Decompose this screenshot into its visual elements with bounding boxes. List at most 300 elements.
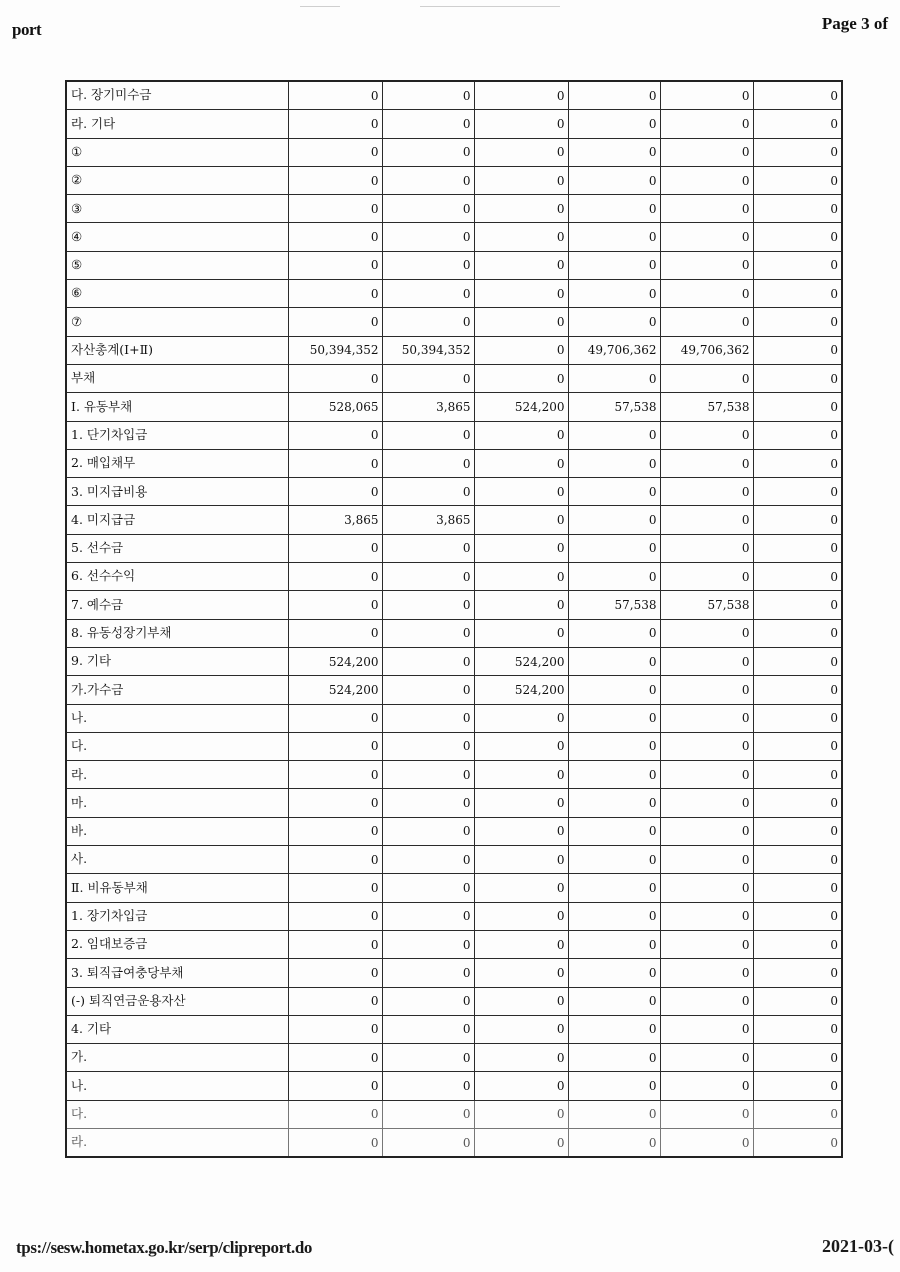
amount-cell: 0	[660, 676, 753, 704]
amount-cell: 0	[660, 506, 753, 534]
amount-cell: 0	[474, 336, 568, 364]
row-label: 마.	[66, 789, 288, 817]
amount-cell: 0	[753, 223, 842, 251]
amount-cell: 0	[382, 1100, 474, 1128]
amount-cell: 0	[288, 619, 382, 647]
amount-cell: 0	[660, 959, 753, 987]
amount-cell: 0	[288, 166, 382, 194]
amount-cell: 0	[382, 704, 474, 732]
amount-cell: 0	[382, 449, 474, 477]
table-row	[66, 336, 842, 364]
amount-cell: 0	[474, 449, 568, 477]
amount-cell: 0	[288, 1044, 382, 1072]
amount-cell: 0	[474, 1072, 568, 1100]
amount-cell: 0	[568, 1128, 660, 1157]
amount-cell: 0	[753, 138, 842, 166]
amount-cell: 0	[568, 647, 660, 675]
row-label: 자산총계(Ⅰ+Ⅱ)	[66, 336, 288, 364]
amount-cell: 0	[474, 563, 568, 591]
row-label: 1. 장기차입금	[66, 902, 288, 930]
amount-cell: 57,538	[568, 393, 660, 421]
amount-cell: 0	[382, 421, 474, 449]
amount-cell: 0	[382, 817, 474, 845]
amount-cell: 0	[568, 930, 660, 958]
amount-cell: 0	[660, 761, 753, 789]
amount-cell: 0	[568, 110, 660, 138]
amount-cell: 0	[568, 1044, 660, 1072]
amount-cell: 0	[288, 364, 382, 392]
amount-cell: 0	[660, 195, 753, 223]
amount-cell: 0	[753, 251, 842, 279]
table-row	[66, 393, 842, 421]
amount-cell: 0	[288, 789, 382, 817]
amount-cell: 0	[474, 987, 568, 1015]
amount-cell: 0	[660, 81, 753, 110]
amount-cell: 0	[568, 166, 660, 194]
amount-cell: 524,200	[474, 647, 568, 675]
table-row	[66, 138, 842, 166]
table-row	[66, 1015, 842, 1043]
amount-cell: 0	[382, 987, 474, 1015]
amount-cell: 0	[568, 449, 660, 477]
amount-cell: 0	[474, 846, 568, 874]
amount-cell: 0	[382, 647, 474, 675]
amount-cell: 0	[474, 1128, 568, 1157]
table-row	[66, 817, 842, 845]
table-row	[66, 223, 842, 251]
amount-cell: 0	[753, 308, 842, 336]
amount-cell: 0	[568, 478, 660, 506]
row-label: ②	[66, 166, 288, 194]
amount-cell: 0	[288, 308, 382, 336]
row-label: 9. 기타	[66, 647, 288, 675]
amount-cell: 0	[474, 166, 568, 194]
amount-cell: 0	[568, 761, 660, 789]
row-label: 다.	[66, 1100, 288, 1128]
amount-cell: 0	[568, 563, 660, 591]
amount-cell: 0	[753, 506, 842, 534]
amount-cell: 0	[568, 732, 660, 760]
amount-cell: 0	[474, 732, 568, 760]
row-label: ⑤	[66, 251, 288, 279]
amount-cell: 0	[660, 110, 753, 138]
amount-cell: 0	[753, 846, 842, 874]
amount-cell: 0	[660, 987, 753, 1015]
amount-cell: 57,538	[568, 591, 660, 619]
amount-cell: 0	[382, 1044, 474, 1072]
amount-cell: 0	[288, 1072, 382, 1100]
amount-cell: 0	[474, 817, 568, 845]
row-label: 나.	[66, 1072, 288, 1100]
amount-cell: 0	[753, 449, 842, 477]
amount-cell: 0	[568, 704, 660, 732]
amount-cell: 0	[382, 138, 474, 166]
amount-cell: 0	[568, 846, 660, 874]
table-row	[66, 732, 842, 760]
amount-cell: 0	[474, 591, 568, 619]
amount-cell: 0	[382, 789, 474, 817]
amount-cell: 0	[753, 195, 842, 223]
amount-cell: 0	[382, 280, 474, 308]
table-row	[66, 1128, 842, 1157]
amount-cell: 0	[288, 195, 382, 223]
amount-cell: 0	[474, 1015, 568, 1043]
row-label: 부채	[66, 364, 288, 392]
amount-cell: 0	[474, 421, 568, 449]
row-label: 다.	[66, 732, 288, 760]
amount-cell: 0	[288, 732, 382, 760]
table-row	[66, 251, 842, 279]
amount-cell: 0	[660, 1100, 753, 1128]
amount-cell: 0	[753, 534, 842, 562]
amount-cell: 0	[753, 478, 842, 506]
table-row	[66, 959, 842, 987]
amount-cell: 0	[382, 846, 474, 874]
amount-cell: 0	[382, 902, 474, 930]
amount-cell: 524,200	[474, 676, 568, 704]
amount-cell: 0	[660, 930, 753, 958]
amount-cell: 0	[753, 930, 842, 958]
amount-cell: 0	[382, 761, 474, 789]
amount-cell: 0	[660, 478, 753, 506]
row-label: 라.	[66, 1128, 288, 1157]
amount-cell: 0	[568, 421, 660, 449]
table-row	[66, 761, 842, 789]
amount-cell: 0	[288, 987, 382, 1015]
amount-cell: 0	[288, 81, 382, 110]
source-url[interactable]: tps://sesw.hometax.go.kr/serp/clipreport.do	[16, 1238, 313, 1257]
amount-cell: 0	[753, 902, 842, 930]
table-row	[66, 308, 842, 336]
amount-cell: 0	[753, 591, 842, 619]
amount-cell: 0	[660, 308, 753, 336]
row-label: 3. 퇴직급여충당부채	[66, 959, 288, 987]
table-row	[66, 647, 842, 675]
amount-cell: 0	[288, 1128, 382, 1157]
amount-cell: 0	[753, 336, 842, 364]
amount-cell: 0	[753, 110, 842, 138]
amount-cell: 0	[474, 534, 568, 562]
row-label: 2. 임대보증금	[66, 930, 288, 958]
amount-cell: 0	[474, 930, 568, 958]
amount-cell: 0	[288, 421, 382, 449]
row-label: 가.가수금	[66, 676, 288, 704]
amount-cell: 0	[382, 81, 474, 110]
table-row	[66, 619, 842, 647]
table-row	[66, 563, 842, 591]
amount-cell: 0	[660, 647, 753, 675]
amount-cell: 0	[660, 449, 753, 477]
amount-cell: 3,865	[288, 506, 382, 534]
table-row	[66, 874, 842, 902]
amount-cell: 50,394,352	[382, 336, 474, 364]
table-row	[66, 1072, 842, 1100]
amount-cell: 0	[753, 647, 842, 675]
amount-cell: 0	[288, 817, 382, 845]
amount-cell: 0	[382, 195, 474, 223]
row-label: 가.	[66, 1044, 288, 1072]
amount-cell: 57,538	[660, 591, 753, 619]
amount-cell: 0	[288, 874, 382, 902]
table-row	[66, 591, 842, 619]
amount-cell: 0	[288, 251, 382, 279]
amount-cell: 0	[288, 1015, 382, 1043]
row-label: 라.	[66, 761, 288, 789]
amount-cell: 57,538	[660, 393, 753, 421]
amount-cell: 0	[288, 704, 382, 732]
row-label: ④	[66, 223, 288, 251]
amount-cell: 0	[753, 817, 842, 845]
balance-sheet-table	[65, 80, 843, 1158]
amount-cell: 0	[660, 280, 753, 308]
amount-cell: 0	[288, 138, 382, 166]
table-row	[66, 930, 842, 958]
amount-cell: 0	[660, 1072, 753, 1100]
amount-cell: 0	[568, 1072, 660, 1100]
amount-cell: 0	[660, 223, 753, 251]
amount-cell: 0	[288, 902, 382, 930]
row-label: 6. 선수수익	[66, 563, 288, 591]
amount-cell: 0	[753, 280, 842, 308]
amount-cell: 0	[474, 874, 568, 902]
amount-cell: 0	[474, 308, 568, 336]
amount-cell: 0	[753, 1072, 842, 1100]
amount-cell: 0	[753, 987, 842, 1015]
amount-cell: 0	[474, 364, 568, 392]
row-label: 8. 유동성장기부채	[66, 619, 288, 647]
amount-cell: 0	[753, 1044, 842, 1072]
amount-cell: 0	[568, 280, 660, 308]
amount-cell: 0	[753, 166, 842, 194]
amount-cell: 0	[382, 1015, 474, 1043]
amount-cell: 0	[474, 280, 568, 308]
amount-cell: 0	[660, 138, 753, 166]
amount-cell: 0	[753, 364, 842, 392]
amount-cell: 0	[660, 1044, 753, 1072]
amount-cell: 0	[474, 1100, 568, 1128]
table-row	[66, 846, 842, 874]
amount-cell: 524,200	[474, 393, 568, 421]
amount-cell: 0	[660, 732, 753, 760]
amount-cell: 0	[382, 478, 474, 506]
amount-cell: 0	[660, 251, 753, 279]
amount-cell: 0	[753, 1128, 842, 1157]
amount-cell: 0	[382, 251, 474, 279]
table-row	[66, 789, 842, 817]
report-title-fragment: port	[12, 20, 42, 39]
table-row	[66, 478, 842, 506]
row-label: 4. 기타	[66, 1015, 288, 1043]
amount-cell: 0	[474, 704, 568, 732]
amount-cell: 50,394,352	[288, 336, 382, 364]
row-label: 7. 예수금	[66, 591, 288, 619]
amount-cell: 0	[660, 1015, 753, 1043]
table-row	[66, 364, 842, 392]
amount-cell: 0	[382, 308, 474, 336]
table-row	[66, 676, 842, 704]
row-label: 나.	[66, 704, 288, 732]
row-label: 4. 미지급금	[66, 506, 288, 534]
amount-cell: 0	[568, 308, 660, 336]
scan-artifact	[420, 6, 560, 7]
amount-cell: 0	[474, 902, 568, 930]
amount-cell: 3,865	[382, 393, 474, 421]
amount-cell: 0	[474, 251, 568, 279]
table-row	[66, 195, 842, 223]
amount-cell: 0	[660, 902, 753, 930]
amount-cell: 0	[568, 195, 660, 223]
row-label: 2. 매입채무	[66, 449, 288, 477]
table-row	[66, 1044, 842, 1072]
amount-cell: 3,865	[382, 506, 474, 534]
amount-cell: 0	[753, 81, 842, 110]
amount-cell: 524,200	[288, 676, 382, 704]
amount-cell: 0	[568, 1015, 660, 1043]
amount-cell: 0	[568, 619, 660, 647]
amount-cell: 0	[382, 1128, 474, 1157]
amount-cell: 0	[382, 732, 474, 760]
amount-cell: 0	[382, 110, 474, 138]
amount-cell: 0	[753, 619, 842, 647]
amount-cell: 0	[660, 1128, 753, 1157]
amount-cell: 0	[568, 902, 660, 930]
row-label: ③	[66, 195, 288, 223]
amount-cell: 0	[382, 874, 474, 902]
amount-cell: 0	[382, 676, 474, 704]
amount-cell: 0	[288, 449, 382, 477]
amount-cell: 0	[382, 959, 474, 987]
amount-cell: 0	[474, 223, 568, 251]
amount-cell: 0	[753, 874, 842, 902]
amount-cell: 0	[568, 81, 660, 110]
amount-cell: 0	[474, 619, 568, 647]
amount-cell: 0	[288, 534, 382, 562]
row-label: ①	[66, 138, 288, 166]
amount-cell: 0	[660, 166, 753, 194]
amount-cell: 0	[753, 676, 842, 704]
scan-artifact	[300, 6, 340, 7]
amount-cell: 0	[288, 280, 382, 308]
table-row	[66, 987, 842, 1015]
amount-cell: 0	[568, 251, 660, 279]
amount-cell: 0	[753, 563, 842, 591]
amount-cell: 0	[660, 846, 753, 874]
table-row	[66, 166, 842, 194]
amount-cell: 0	[288, 761, 382, 789]
amount-cell: 0	[474, 478, 568, 506]
row-label: 3. 미지급비용	[66, 478, 288, 506]
row-label: 다. 장기미수금	[66, 81, 288, 110]
amount-cell: 0	[474, 1044, 568, 1072]
amount-cell: 0	[288, 591, 382, 619]
amount-cell: 0	[474, 81, 568, 110]
amount-cell: 0	[382, 619, 474, 647]
amount-cell: 0	[568, 138, 660, 166]
amount-cell: 0	[568, 789, 660, 817]
table-row	[66, 280, 842, 308]
table-row	[66, 110, 842, 138]
row-label: 1. 단기차입금	[66, 421, 288, 449]
row-label: Ⅰ. 유동부채	[66, 393, 288, 421]
amount-cell: 0	[753, 1015, 842, 1043]
amount-cell: 0	[660, 619, 753, 647]
row-label: 라. 기타	[66, 110, 288, 138]
amount-cell: 0	[660, 364, 753, 392]
amount-cell: 0	[288, 110, 382, 138]
amount-cell: 0	[568, 817, 660, 845]
amount-cell: 0	[382, 166, 474, 194]
amount-cell: 0	[660, 534, 753, 562]
table-row	[66, 506, 842, 534]
amount-cell: 0	[568, 364, 660, 392]
table-row	[66, 421, 842, 449]
amount-cell: 0	[474, 110, 568, 138]
amount-cell: 0	[474, 138, 568, 166]
amount-cell: 0	[660, 563, 753, 591]
row-label: 바.	[66, 817, 288, 845]
table-row	[66, 81, 842, 110]
amount-cell: 0	[474, 761, 568, 789]
amount-cell: 0	[568, 1100, 660, 1128]
balance-sheet-body	[66, 81, 842, 1157]
amount-cell: 0	[288, 846, 382, 874]
amount-cell: 0	[288, 223, 382, 251]
amount-cell: 0	[753, 959, 842, 987]
amount-cell: 0	[753, 732, 842, 760]
amount-cell: 0	[288, 563, 382, 591]
amount-cell: 0	[474, 959, 568, 987]
amount-cell: 0	[288, 930, 382, 958]
amount-cell: 0	[660, 421, 753, 449]
amount-cell: 0	[660, 704, 753, 732]
page-indicator: Page 3 of	[821, 14, 888, 33]
amount-cell: 49,706,362	[660, 336, 753, 364]
amount-cell: 0	[568, 534, 660, 562]
amount-cell: 0	[382, 1072, 474, 1100]
amount-cell: 0	[474, 789, 568, 817]
amount-cell: 0	[753, 393, 842, 421]
amount-cell: 0	[753, 421, 842, 449]
row-label: Ⅱ. 비유동부채	[66, 874, 288, 902]
row-label: (-) 퇴직연금운용자산	[66, 987, 288, 1015]
amount-cell: 0	[753, 704, 842, 732]
amount-cell: 0	[753, 789, 842, 817]
amount-cell: 0	[660, 817, 753, 845]
amount-cell: 0	[568, 676, 660, 704]
row-label: ⑦	[66, 308, 288, 336]
amount-cell: 0	[568, 987, 660, 1015]
row-label: 5. 선수금	[66, 534, 288, 562]
table-row	[66, 1100, 842, 1128]
amount-cell: 0	[382, 591, 474, 619]
amount-cell: 0	[568, 223, 660, 251]
amount-cell: 0	[382, 930, 474, 958]
amount-cell: 0	[568, 874, 660, 902]
table-row	[66, 449, 842, 477]
amount-cell: 0	[474, 506, 568, 534]
amount-cell: 0	[753, 1100, 842, 1128]
amount-cell: 0	[288, 1100, 382, 1128]
amount-cell: 528,065	[288, 393, 382, 421]
print-date: 2021-03-(	[822, 1236, 894, 1256]
row-label: 사.	[66, 846, 288, 874]
amount-cell: 0	[568, 506, 660, 534]
amount-cell: 0	[753, 761, 842, 789]
amount-cell: 0	[382, 223, 474, 251]
amount-cell: 0	[382, 534, 474, 562]
amount-cell: 0	[288, 478, 382, 506]
amount-cell: 0	[660, 789, 753, 817]
